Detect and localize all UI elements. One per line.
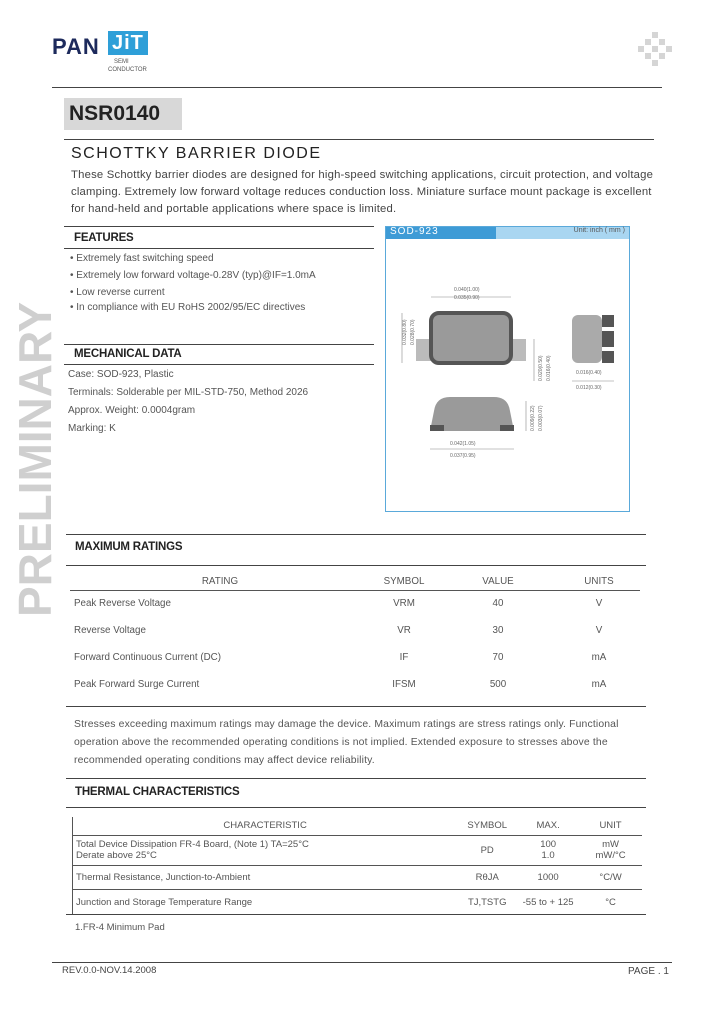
header-symbol: SYMBOL [383, 575, 425, 587]
package-drawing-panel [385, 226, 630, 512]
dim-label: 0.035(0.90) [454, 295, 480, 301]
thermal-title: THERMAL CHARACTERISTICS [75, 786, 240, 798]
thermal-char-line2: Derate above 25°C [76, 850, 157, 861]
table-row [70, 590, 640, 617]
footer-page: PAGE . 1 [628, 966, 669, 977]
ratings-note: Stresses exceeding maximum ratings may damage the device. Maximum ratings are stress ratings only. Functional operation above the recommended operating conditions is not implied. Extended exposure to stresses above the recommended operating conditions may affect device reliability. [74, 719, 619, 766]
mechanical-title: MECHANICAL DATA [74, 348, 182, 360]
logo-pan-text: PAN [52, 34, 100, 59]
dim-label: 0.020(0.50) [538, 355, 544, 381]
logo-subtitle [108, 58, 147, 74]
thermal-max [517, 835, 579, 865]
rating-units: V [595, 598, 603, 610]
logo-jit-badge: JiT [108, 31, 148, 55]
logo-sub-conductor: CONDUCTOR [108, 67, 147, 73]
thermal-char-line1: Total Device Dissipation FR-4 Board, (Note 1) TA=25°C [76, 839, 309, 850]
title-rule [64, 139, 654, 140]
thermal-char [73, 835, 458, 865]
mech-item: Case: SOD-923, Plastic [68, 369, 174, 380]
feature-item: • Extremely low forward voltage-0.28V (typ)@IF=1.0mA [70, 270, 316, 281]
header-max: MAX. [536, 820, 560, 832]
dim-label: 0.016(0.40) [576, 370, 602, 376]
dim-label: 0.042(1.05) [450, 441, 476, 447]
thermal-note: 1.FR-4 Minimum Pad [75, 922, 165, 933]
header-symbol: SYMBOL [467, 820, 507, 832]
thermal-under-title-rule [66, 807, 646, 808]
features-title: FEATURES [74, 232, 134, 244]
thermal-unit [579, 835, 642, 865]
dim-label: 0.037(0.95) [450, 453, 476, 459]
thermal-unit: °C/W [599, 871, 622, 883]
mech-item: Terminals: Solderable per MIL-STD-750, Method 2026 [68, 387, 309, 398]
header-value: VALUE [482, 575, 514, 587]
package-outline-drawing [386, 241, 629, 509]
dim-label: 0.003(0.07) [538, 405, 544, 431]
rating-units: V [595, 625, 603, 636]
dim-label: 0.028(0.70) [410, 319, 416, 345]
thermal-symbol: TJ,TSTG [467, 896, 507, 908]
dim-label: 0.032(0.80) [402, 319, 408, 345]
thermal-table [72, 817, 642, 915]
rating-symbol: VR [397, 625, 411, 636]
ratings-top-rule [66, 534, 646, 535]
header-characteristic: CHARACTERISTIC [223, 820, 307, 832]
table-row [73, 865, 643, 889]
rating-name: Forward Continuous Current (DC) [74, 652, 222, 663]
table-row [73, 835, 643, 865]
feature-item: • Extremely fast switching speed [70, 253, 214, 264]
rating-units: mA [591, 679, 607, 690]
thermal-max-line1: 100 [540, 839, 557, 850]
features-top-rule [64, 226, 374, 227]
rating-symbol: IF [399, 652, 409, 663]
rating-value: 500 [489, 679, 507, 690]
feature-item: • Low reverse current [70, 287, 165, 298]
footer-revision: REV.0.0-NOV.14.2008 [62, 965, 157, 976]
table-header-row [73, 817, 643, 835]
mech-item: Approx. Weight: 0.0004gram [68, 405, 196, 416]
table-header-row [70, 573, 640, 590]
header-unit: UNIT [599, 820, 622, 832]
dim-label: 0.012(0.30) [576, 385, 602, 391]
thermal-top-rule [66, 778, 646, 779]
rating-units: mA [591, 652, 607, 663]
header-rating: RATING [201, 575, 239, 587]
features-bottom-rule [64, 248, 374, 249]
rating-name: Peak Reverse Voltage [74, 598, 171, 610]
rating-symbol: VRM [393, 598, 415, 610]
mechanical-list [68, 367, 308, 439]
dim-label: 0.009(0.22) [530, 405, 536, 431]
package-name: SOD-923 [390, 226, 439, 237]
header-units: UNITS [584, 575, 614, 587]
logo-sub-semi: SEMI [114, 59, 129, 65]
rating-value: 40 [492, 598, 504, 610]
mech-top-rule [64, 344, 374, 345]
package-unit: Unit: inch ( mm ) [573, 227, 625, 234]
rating-value: 70 [492, 652, 504, 663]
part-number: NSR0140 [69, 102, 161, 125]
feature-item: • In compliance with EU RoHS 2002/95/EC directives [70, 302, 306, 313]
description: These Schottky barrier diodes are designed for high-speed switching applications, circuit protection, and voltage clamping. Extremely low forward voltage reduces conduction loss. Miniature surface mount package is excellent for hand-held and portable applications where space is limited. [71, 169, 654, 215]
thermal-char: Thermal Resistance, Junction-to-Ambient [76, 871, 251, 883]
thermal-bottom-rule [66, 914, 646, 915]
table-row [70, 617, 640, 644]
ratings-bottom-rule [66, 706, 646, 707]
ratings-under-title-rule [66, 565, 646, 566]
thermal-max-line2: 1.0 [541, 850, 555, 861]
thermal-max: 1000 [537, 871, 559, 883]
max-ratings-title: MAXIMUM RATINGS [75, 541, 183, 553]
table-row [70, 671, 640, 698]
header-rule [52, 87, 662, 88]
footer-rule [52, 962, 672, 963]
checker-decoration-icon [638, 32, 672, 66]
thermal-max: -55 to + 125 [522, 896, 574, 908]
table-row [70, 644, 640, 671]
preliminary-watermark: PRELIMINARY [9, 301, 61, 617]
rating-symbol: IFSM [392, 679, 416, 690]
thermal-symbol: PD [480, 844, 494, 856]
mech-item: Marking: K [68, 423, 116, 434]
thermal-char: Junction and Storage Temperature Range [76, 896, 253, 908]
table-row [73, 889, 643, 915]
dim-label: 0.040(1.00) [454, 287, 480, 293]
thermal-unit-line1: mW [602, 839, 619, 850]
mech-bottom-rule [64, 364, 374, 365]
rating-name: Reverse Voltage [74, 625, 146, 636]
rating-name: Peak Forward Surge Current [74, 679, 200, 690]
thermal-unit-line2: mW/°C [595, 850, 626, 861]
main-heading: SCHOTTKY BARRIER DIODE [71, 145, 322, 162]
features-list [70, 250, 316, 316]
rating-value: 30 [492, 625, 504, 636]
thermal-unit: °C [605, 896, 616, 908]
dim-label: 0.016(0.40) [546, 355, 552, 381]
max-ratings-table [70, 573, 640, 698]
thermal-symbol: RθJA [475, 871, 499, 883]
